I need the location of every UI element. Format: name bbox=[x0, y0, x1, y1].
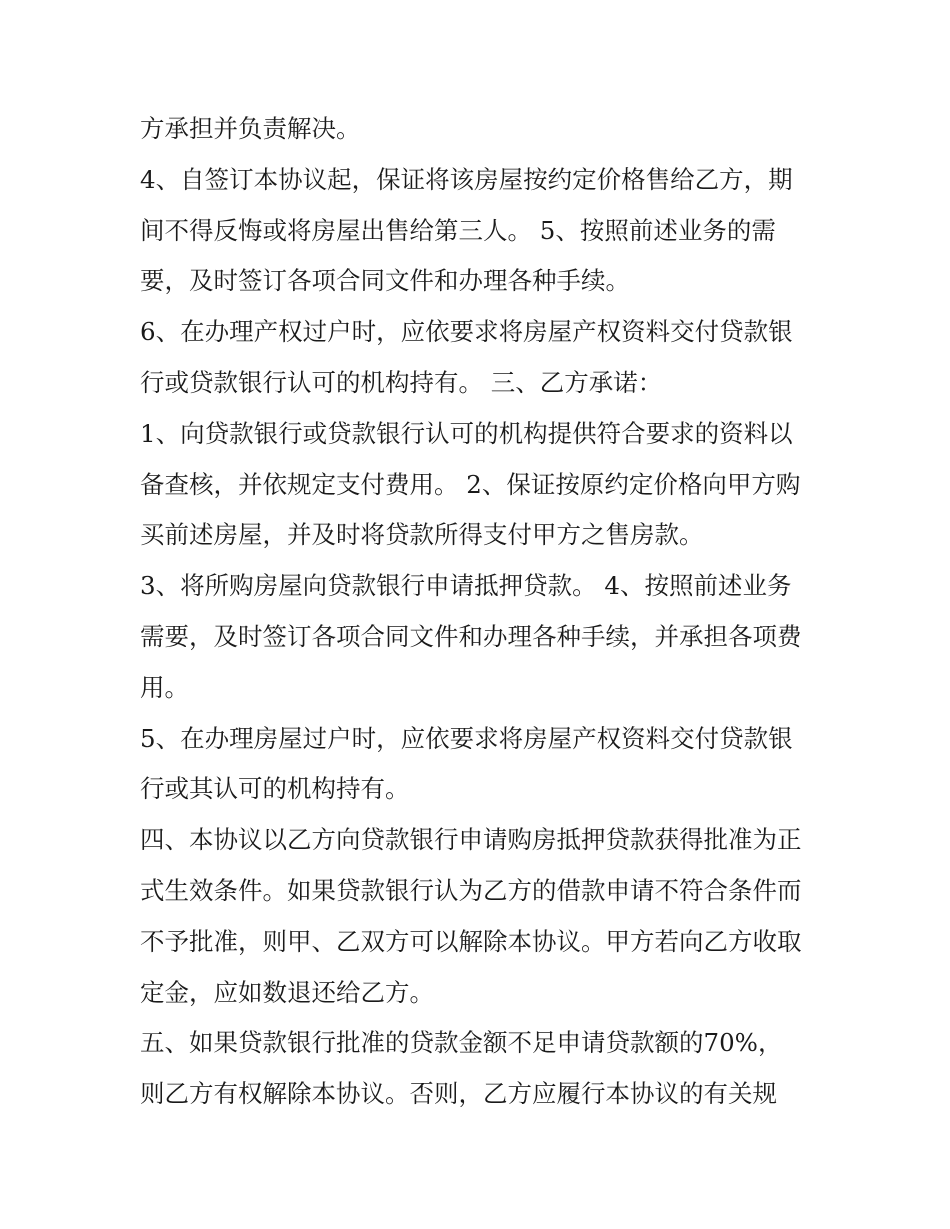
text-line: 四、本协议以乙方向贷款银行申请购房抵押贷款获得批准为正 bbox=[140, 825, 802, 855]
text-line: 定金，应如数退还给乙方。 bbox=[140, 977, 434, 1007]
text-line: 买前述房屋，并及时将贷款所得支付甲方之售房款。 bbox=[140, 520, 704, 550]
text-line: 五、如果贷款银行批准的贷款金额不足申请贷款额的70%， bbox=[140, 1028, 783, 1058]
text-line: 要，及时签订各项合同文件和办理各种手续。 bbox=[140, 266, 630, 296]
text-line: 6、在办理产权过户时，应依要求将房屋产权资料交付贷款银 bbox=[140, 317, 793, 347]
document-body bbox=[140, 104, 830, 1120]
text-line: 5、在办理房屋过户时，应依要求将房屋产权资料交付贷款银 bbox=[140, 723, 793, 753]
text-line: 1、向贷款银行或贷款银行认可的机构提供符合要求的资料以 bbox=[140, 418, 793, 448]
text-line: 行或贷款银行认可的机构持有。 三、乙方承诺： bbox=[140, 367, 663, 397]
text-line: 3、将所购房屋向贷款银行申请抵押贷款。 4、按照前述业务 bbox=[140, 571, 792, 601]
text-line: 则乙方有权解除本协议。否则，乙方应履行本协议的有关规 bbox=[140, 1079, 777, 1109]
text-line: 不予批准，则甲、乙双方可以解除本协议。甲方若向乙方收取 bbox=[140, 926, 802, 956]
text-line: 备查核，并依规定支付费用。 2、保证按原约定价格向甲方购 bbox=[140, 469, 801, 499]
text-line: 需要，及时签订各项合同文件和办理各种手续，并承担各项费 bbox=[140, 621, 802, 651]
text-line: 方承担并负责解决。 bbox=[140, 114, 361, 143]
text-line: 行或其认可的机构持有。 bbox=[140, 774, 410, 804]
text-line: 式生效条件。如果贷款银行认为乙方的借款申请不符合条件而 bbox=[140, 875, 802, 905]
text-line: 4、自签订本协议起，保证将该房屋按约定价格售给乙方，期 bbox=[140, 164, 793, 194]
text-line: 用。 bbox=[140, 672, 189, 702]
text-line: 间不得反悔或将房屋出售给第三人。 5、按照前述业务的需 bbox=[140, 215, 776, 245]
